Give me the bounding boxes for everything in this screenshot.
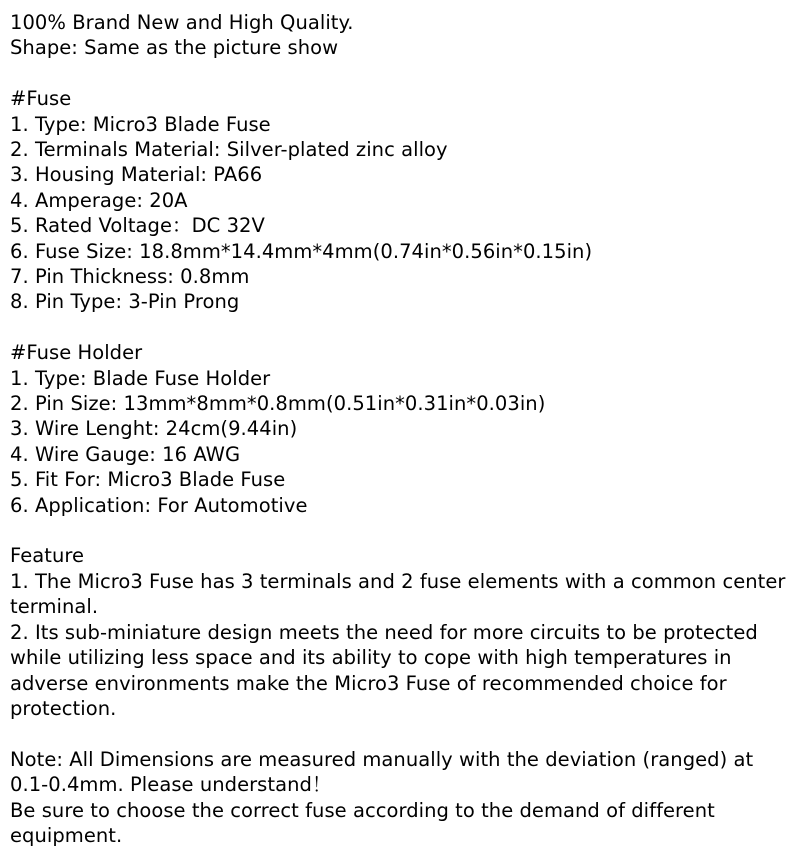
text-line: 4. Amperage: 20A [10,188,188,212]
spacer [10,61,786,86]
text-line: 100% Brand New and High Quality. [10,11,354,34]
feature-block [10,543,792,721]
note-block [10,747,786,848]
spacer [10,518,786,543]
text-line: Be sure to choose the correct fuse according to the demand of different equipment. [10,798,722,847]
text-line: 7. Pin Thickness: 0.8mm [10,265,250,289]
fuse-spec-block [10,86,786,315]
text-line: 8. Pin Type: 3-Pin Prong [10,290,240,314]
text-line: 2. Pin Size: 13mm*8mm*0.8mm(0.51in*0.31in*0.03in) [10,392,546,416]
text-line: 5. Fit For: Micro3 Blade Fuse [10,468,286,492]
text-line: 3. Housing Material: PA66 [10,163,263,187]
text-line: 1. The Micro3 Fuse has 3 terminals and 2 fuse elements with a common center terminal. [10,569,792,619]
text-line: Shape: Same as the picture show [10,36,339,60]
spacer [10,721,786,746]
text-line: 3. Wire Lenght: 24cm(9.44in) [10,417,298,441]
text-line: 2. Its sub-miniature design meets the need for more circuits to be protected while utilizing less space and its ability to cope with high temperatures in adverse environments make the Micro3 Fuse of recommended choice for protection. [10,620,765,720]
section-heading: Feature [10,544,85,568]
text-line: 5. Rated Voltage：DC 32V [10,214,265,238]
text-line: 2. Terminals Material: Silver-plated zinc alloy [10,138,448,162]
spacer [10,315,786,340]
text-line: 1. Type: Blade Fuse Holder [10,366,271,390]
section-heading: #Fuse [10,87,72,111]
text-line: 4. Wire Gauge: 16 AWG [10,442,241,466]
intro-block [10,10,786,61]
text-line: 6. Fuse Size: 18.8mm*14.4mm*4mm(0.74in*0.56in*0.15in) [10,239,593,263]
text-line: 1. Type: Micro3 Blade Fuse [10,112,271,136]
text-line: 6. Application: For Automotive [10,493,308,517]
section-heading: #Fuse Holder [10,341,143,365]
fuse-holder-spec-block [10,340,786,518]
text-line: Note: All Dimensions are measured manually with the deviation (ranged) at 0.1-0.4mm. Please understand！ [10,747,760,797]
